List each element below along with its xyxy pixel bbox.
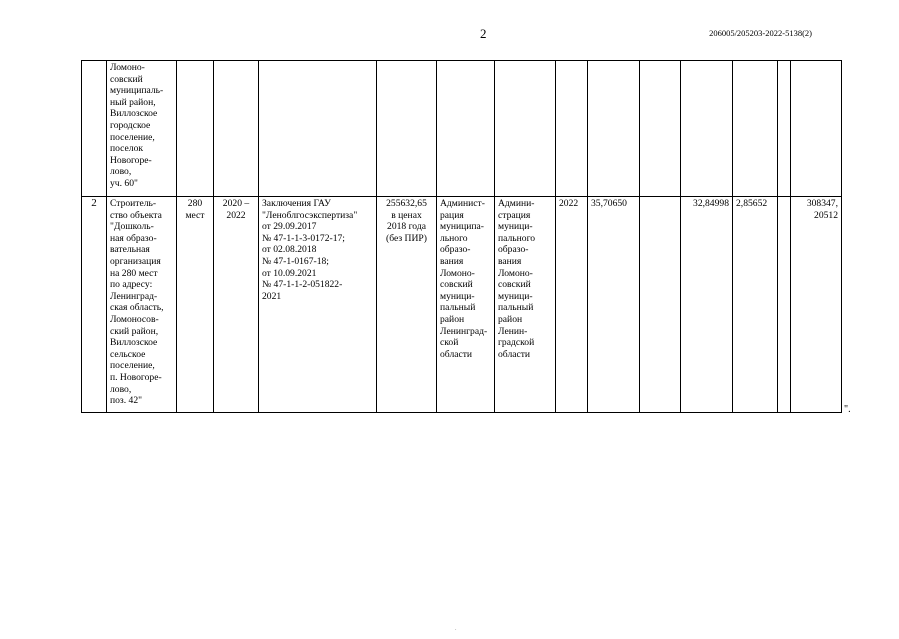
- continuation-row: [82, 61, 842, 197]
- cell-name: Строитель- ство объекта "Дошколь- ная образо- вательная организация на 280 мест по адресу: Ленинград- ская область, Ломоносов- ский район, Виллозское сельское поселение, п. Новогоре- лово, поз. 42": [107, 197, 177, 413]
- cell-value-5: [778, 197, 791, 413]
- cell-value-3: 32,84998: [681, 197, 733, 413]
- cell-value-3: [681, 61, 733, 197]
- cell-developer: [495, 61, 556, 197]
- cell-value-4: [733, 61, 778, 197]
- cell-period: [214, 61, 259, 197]
- cell-cost: 255632,65 в ценах 2018 года (без ПИР): [377, 197, 437, 413]
- cell-total: 308347, 20512: [791, 197, 842, 413]
- cell-number: 2: [82, 197, 107, 413]
- program-table: [81, 60, 842, 413]
- closing-quote: ".: [844, 404, 851, 415]
- cell-customer: Админист- рация муниципа- льного образо- вания Ломоно- совский муници- пальный район Ленинград- ской области: [437, 197, 495, 413]
- cell-value-2: [640, 197, 681, 413]
- table-row: [82, 197, 842, 413]
- cell-name: Ломоно- совский муниципаль- ный район, Виллозское городское поселение, поселок Новогоре- лово, уч. 60": [107, 61, 177, 197]
- cell-value-2: [640, 61, 681, 197]
- cell-value-1: [588, 61, 640, 197]
- cell-period: 2020 – 2022: [214, 197, 259, 413]
- cell-total: [791, 61, 842, 197]
- cell-year: 2022: [556, 197, 588, 413]
- cell-year: [556, 61, 588, 197]
- cell-expertise: [259, 61, 377, 197]
- cell-value-5: [778, 61, 791, 197]
- cell-value-4: 2,85652: [733, 197, 778, 413]
- cell-number: [82, 61, 107, 197]
- cell-developer: Админи- страция муници- пального образо- вания Ломоно- совский муници- пальный район Ленин- градской области: [495, 197, 556, 413]
- cell-expertise: Заключения ГАУ "Леноблгосэкспертиза" от 29.09.2017 № 47-1-1-3-0172-17; от 02.08.2018 № 47-1-0167-18; от 10.09.2021 № 47-1-1-2-051822- 2021: [259, 197, 377, 413]
- cell-capacity: [177, 61, 214, 197]
- cell-cost: [377, 61, 437, 197]
- cell-value-1: 35,70650: [588, 197, 640, 413]
- document-code: 206005/205203-2022-5138(2): [709, 28, 812, 38]
- cell-capacity: 280 мест: [177, 197, 214, 413]
- page-number: 2: [480, 26, 487, 41]
- footer-mark: .: [455, 626, 457, 632]
- cell-customer: [437, 61, 495, 197]
